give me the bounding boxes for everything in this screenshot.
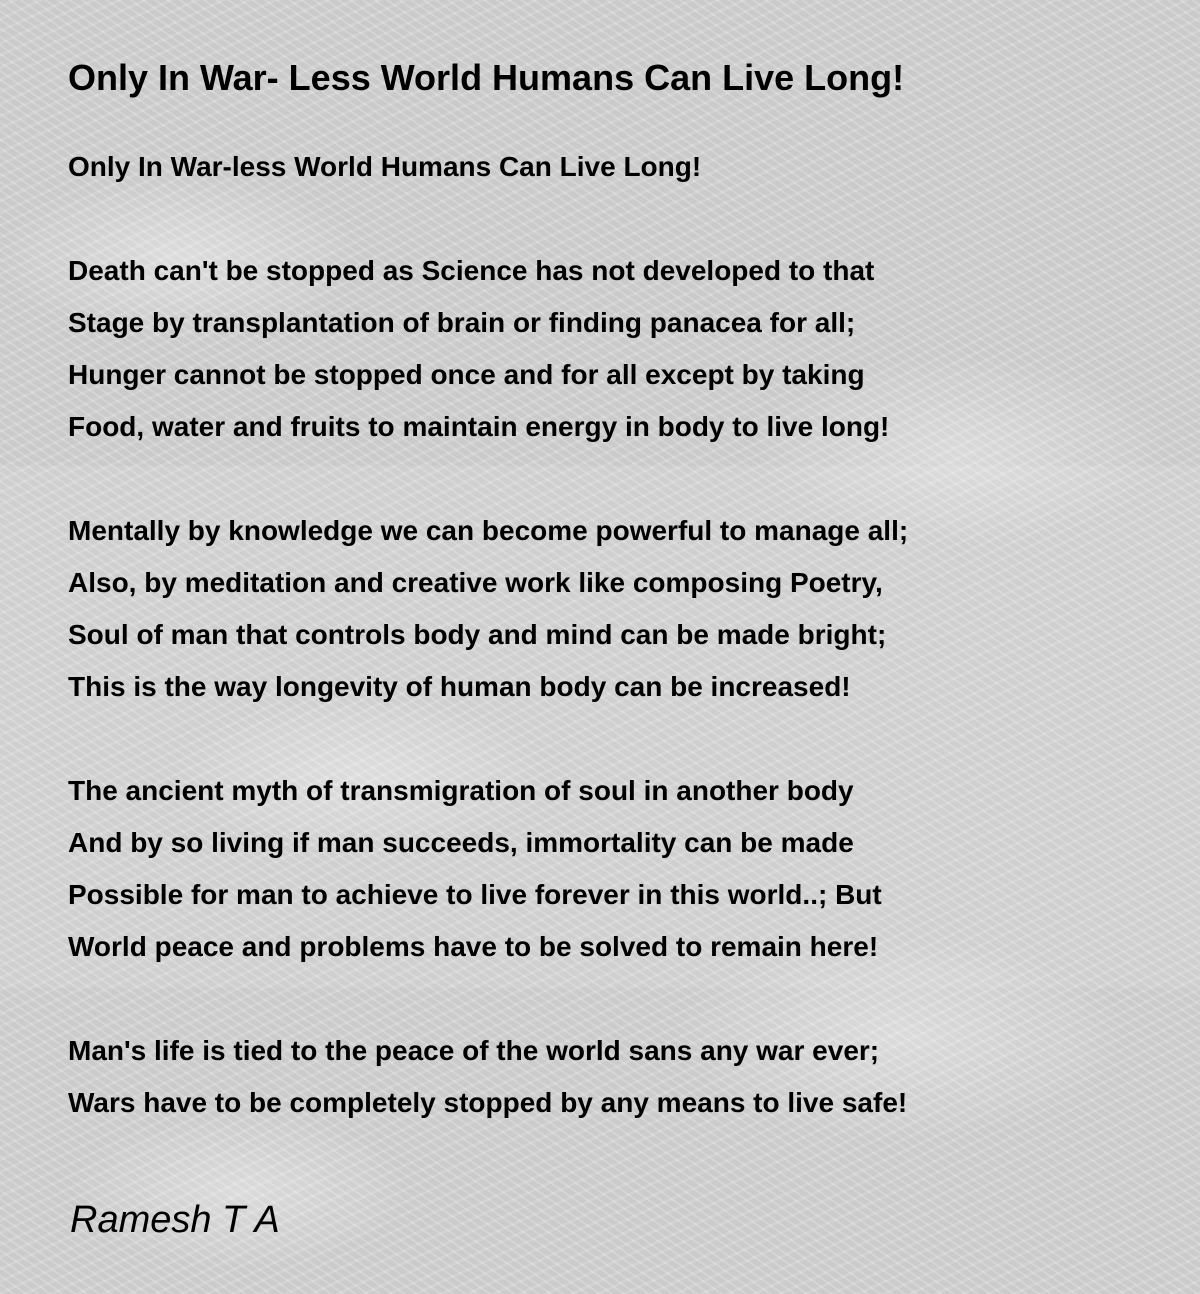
stanza-break — [68, 973, 1168, 1025]
poem-line: Wars have to be completely stopped by any means to live safe! — [68, 1087, 908, 1118]
poem-line: World peace and problems have to be solved to remain here! — [68, 931, 879, 962]
poem-line: And by so living if man succeeds, immortality can be made — [68, 827, 854, 858]
poem-line: Stage by transplantation of brain or finding panacea for all; — [68, 307, 856, 338]
stanza-1 — [68, 245, 1168, 453]
stanza-break — [68, 453, 1168, 505]
poem-line: This is the way longevity of human body can be increased! — [68, 671, 851, 702]
stanza-3 — [68, 765, 1168, 973]
poem-title: Only In War- Less World Humans Can Live Long! — [68, 57, 905, 98]
poem-line: Man's life is tied to the peace of the world sans any war ever; — [68, 1035, 880, 1066]
poem-line: Also, by meditation and creative work like composing Poetry, — [68, 567, 883, 598]
stanza-4 — [68, 1025, 1168, 1129]
poem-line: Possible for man to achieve to live forever in this world..; But — [68, 879, 882, 910]
poem-line: Soul of man that controls body and mind can be made bright; — [68, 619, 887, 650]
poem-container — [68, 52, 1168, 1129]
stanza-break — [68, 713, 1168, 765]
stanza-2 — [68, 505, 1168, 713]
poem-author: Ramesh T A — [70, 1199, 280, 1241]
poem-line: Death can't be stopped as Science has not developed to that — [68, 255, 875, 286]
stanza-break — [68, 193, 1168, 245]
poem-line: Food, water and fruits to maintain energy in body to live long! — [68, 411, 890, 442]
poem-line: Mentally by knowledge we can become powerful to manage all; — [68, 515, 909, 546]
poem-line: Hunger cannot be stopped once and for all except by taking — [68, 359, 865, 390]
poem-body — [68, 141, 1168, 1129]
poem-subtitle-line: Only In War-less World Humans Can Live Long! — [68, 151, 702, 182]
poem-line: The ancient myth of transmigration of soul in another body — [68, 775, 854, 806]
